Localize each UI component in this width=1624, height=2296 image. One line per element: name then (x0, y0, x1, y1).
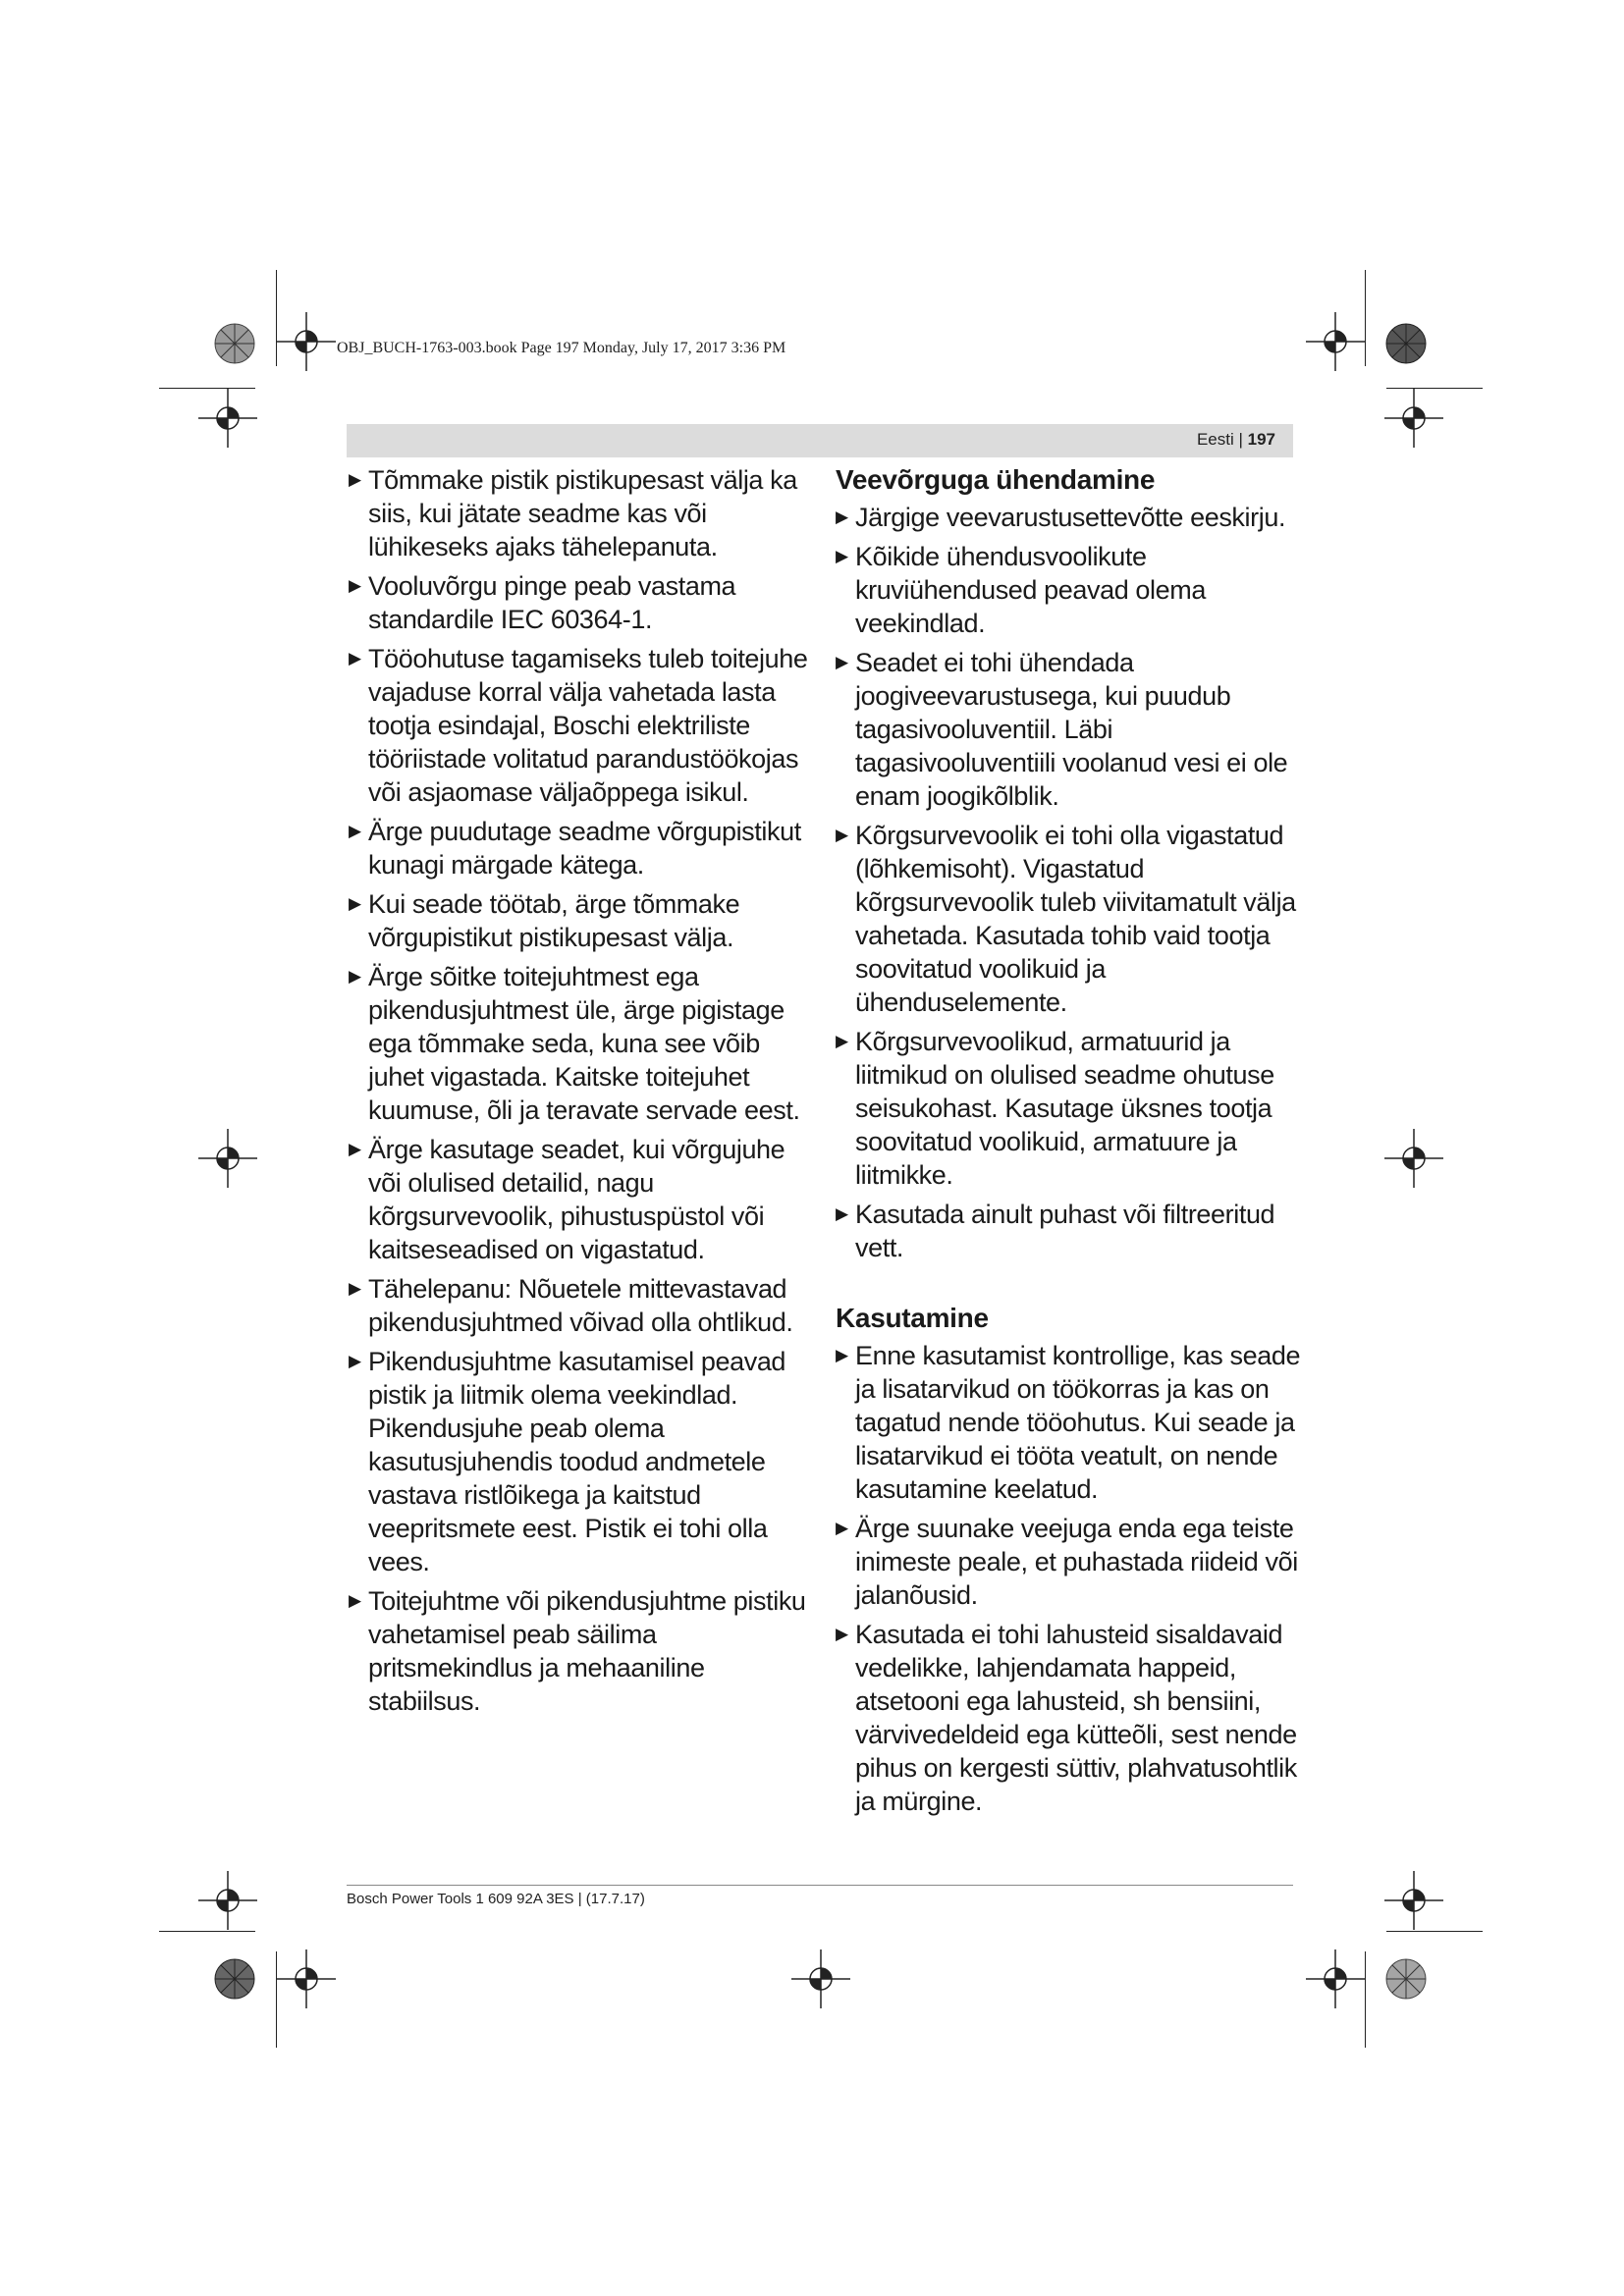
list-item (836, 819, 1302, 1019)
bullet-triangle-icon: ▶ (349, 967, 361, 986)
list-item (349, 815, 810, 881)
bullet-triangle-icon: ▶ (349, 1352, 361, 1370)
list-item (836, 540, 1302, 640)
registration-crosshair-icon (198, 1871, 257, 1930)
section-heading-water-connection: Veevõrguga ühendamine (836, 464, 1156, 495)
bullet-triangle-icon: ▶ (836, 547, 848, 565)
list-item (349, 1133, 810, 1266)
list-item-text: Kasutada ei tohi lahusteid sisaldavaid vedelikke, lahjendamata happeid, atsetooni ega lahusteid, sh bensiini, värvivedeldeid ega kütteõli, sest nende pihus on kergesti süttiv, plahvatusohtlik ja mürgine. (855, 1620, 1297, 1816)
bullet-triangle-icon: ▶ (836, 1032, 848, 1050)
right-column (836, 463, 1302, 1824)
page-footer: Bosch Power Tools 1 609 92A 3ES | (17.7.17) (347, 1891, 645, 1907)
list-item (836, 1618, 1302, 1818)
registration-crosshair-icon (198, 1129, 257, 1188)
color-target-icon (213, 322, 256, 365)
header-section: Eesti (1196, 430, 1234, 449)
bullet-triangle-icon: ▶ (349, 1279, 361, 1298)
list-item-text: Järgige veevarustusettevõtte eeskirju. (855, 503, 1286, 532)
print-slug: OBJ_BUCH-1763-003.book Page 197 Monday, July 17, 2017 3:36 PM (337, 340, 786, 356)
bullet-triangle-icon: ▶ (349, 576, 361, 595)
list-item (836, 501, 1302, 534)
bullet-triangle-icon: ▶ (349, 1140, 361, 1158)
list-item-text: Seadet ei tohi ühendada joogiveevarustusega, kui puudub tagasivooluventiil. Läbi tagasivooluventiili voolanud vesi ei ole enam joogikõlblik. (855, 648, 1288, 811)
header-separator: | (1233, 430, 1248, 449)
bullet-triangle-icon: ▶ (836, 826, 848, 844)
bullet-triangle-icon: ▶ (349, 822, 361, 840)
left-column (349, 463, 810, 1724)
list-item (836, 646, 1302, 813)
list-item (836, 1339, 1302, 1506)
page-header (347, 424, 1293, 457)
bullet-triangle-icon: ▶ (836, 1346, 848, 1364)
bullet-triangle-icon: ▶ (836, 1519, 848, 1537)
bullet-triangle-icon: ▶ (836, 1204, 848, 1223)
list-item-text: Toitejuhtme või pikendusjuhtme pistiku vahetamisel peab säilima pritsmekindlus ja mehaaniline stabiilsus. (368, 1586, 806, 1716)
list-item-text: Tähelepanu: Nõuetele mittevastavad pikendusjuhtmed võivad olla ohtlikud. (368, 1274, 793, 1337)
list-item (349, 1272, 810, 1339)
list-item (349, 887, 810, 954)
bullet-triangle-icon: ▶ (349, 894, 361, 913)
list-item-text: Kõikide ühendusvoolikute kruviühendused peavad olema veekindlad. (855, 542, 1206, 638)
registration-crosshair-icon (277, 1949, 336, 2008)
list-item (349, 569, 810, 636)
registration-crosshair-icon (198, 389, 257, 448)
trim-line (159, 1931, 255, 1932)
registration-crosshair-icon (1384, 389, 1443, 448)
list-item-text: Ärge suunake veejuga enda ega teiste inimeste peale, et puhastada riideid või jalanõusid. (855, 1514, 1298, 1610)
page-number: 197 (1247, 430, 1275, 449)
bullet-triangle-icon: ▶ (349, 1591, 361, 1610)
registration-crosshair-icon (1384, 1871, 1443, 1930)
trim-line (1365, 270, 1366, 366)
list-item (836, 1512, 1302, 1612)
list-item-text: Kõrgsurvevoolikud, armatuurid ja liitmikud on olulised seadme ohutuse seisukohast. Kasutage üksnes tootja soovitatud voolikuid, armatuure ja liitmikke. (855, 1027, 1274, 1190)
list-item (349, 642, 810, 809)
registration-crosshair-icon (277, 312, 336, 371)
section-spacer (836, 1270, 1302, 1302)
list-item-text: Tööohutuse tagamiseks tuleb toitejuhe vajaduse korral välja vahetada lasta tootja esindajal, Boschi elektriliste tööriistade volitatud parandustöökojas või asjaomase väljaõppega isikul. (368, 644, 808, 807)
bullet-triangle-icon: ▶ (836, 1625, 848, 1643)
running-header (1197, 430, 1275, 450)
footer-divider (347, 1885, 1293, 1886)
registration-crosshair-icon (1306, 1949, 1365, 2008)
bullet-triangle-icon: ▶ (349, 649, 361, 667)
list-item-text: Vooluvõrgu pinge peab vastama standardile IEC 60364-1. (368, 571, 736, 634)
registration-crosshair-icon (791, 1949, 850, 2008)
bullet-triangle-icon: ▶ (836, 653, 848, 671)
color-target-icon (1384, 322, 1428, 365)
section-heading-usage: Kasutamine (836, 1303, 989, 1333)
list-item-text: Enne kasutamist kontrollige, kas seade ja lisatarvikud on töökorras ja kas on tagatud nende tööohutus. Kui seade ja lisatarvikud ei tööta veatult, on nende kasutamine keelatud. (855, 1341, 1301, 1504)
list-item-text: Ärge kasutage seadet, kui võrgujuhe või olulised detailid, nagu kõrgsurvevoolik, pihustuspüstol või kaitseseadised on vigastatud. (368, 1135, 785, 1264)
list-item-text: Kui seade töötab, ärge tõmmake võrgupistikut pistikupesast välja. (368, 889, 740, 952)
list-item-text: Ärge puudutage seadme võrgupistikut kunagi märgade kätega. (368, 817, 801, 880)
registration-crosshair-icon (1384, 1129, 1443, 1188)
trim-line (1386, 1931, 1483, 1932)
list-item-text: Kasutada ainult puhast või filtreeritud vett. (855, 1200, 1275, 1262)
list-item (349, 463, 810, 563)
list-item (349, 1345, 810, 1578)
trim-line (1365, 1951, 1366, 2048)
list-item-text: Kõrgsurvevoolik ei tohi olla vigastatud (lõhkemisoht). Vigastatud kõrgsurvevoolik tuleb viivitamatult välja vahetada. Kasutada tohib vaid tootja soovitatud voolikuid ja ühenduselemente. (855, 821, 1296, 1017)
list-item (349, 1584, 810, 1718)
list-item (349, 960, 810, 1127)
color-target-icon (1384, 1957, 1428, 2001)
list-item (836, 1025, 1302, 1192)
color-target-icon (213, 1957, 256, 2001)
list-item-text: Tõmmake pistik pistikupesast välja ka siis, kui jätate seadme kas või lühikeseks ajaks tähelepanuta. (368, 465, 797, 561)
registration-crosshair-icon (1306, 312, 1365, 371)
list-item-text: Pikendusjuhtme kasutamisel peavad pistik ja liitmik olema veekindlad. Pikendusjuhe peab olema kasutusjuhendis toodud andmetele vastava ristlõikega ja kaitstud veepritsmete eest. Pistik ei tohi olla vees. (368, 1347, 786, 1576)
bullet-triangle-icon: ▶ (349, 470, 361, 489)
bullet-triangle-icon: ▶ (836, 507, 848, 526)
list-item (836, 1198, 1302, 1264)
list-item-text: Ärge sõitke toitejuhtmest ega pikendusjuhtmest üle, ärge pigistage ega tõmmake seda, kuna see võib juhet vigastada. Kaitske toitejuhet kuumuse, õli ja teravate servade eest. (368, 962, 800, 1125)
